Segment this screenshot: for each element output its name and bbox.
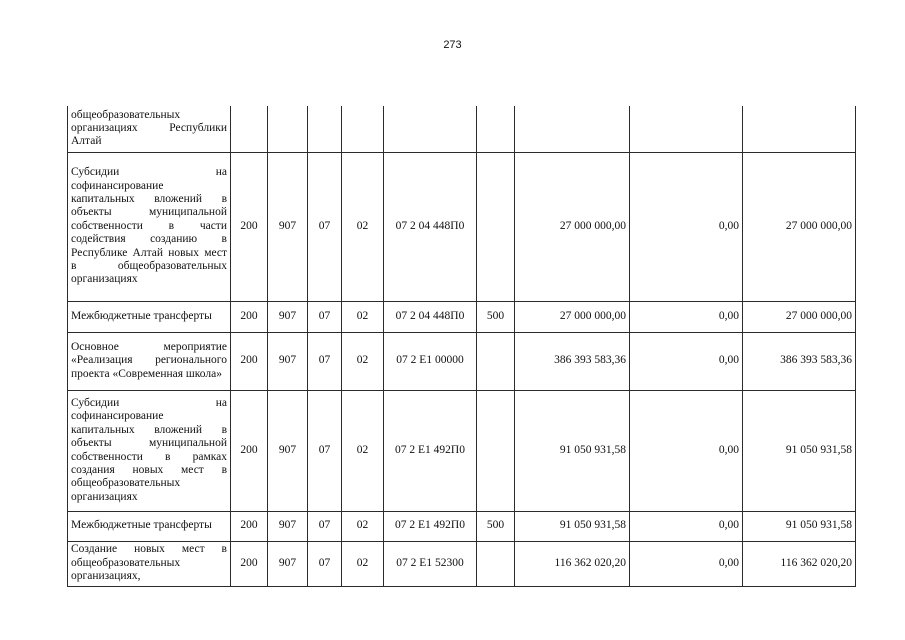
admin-code: 200 <box>231 541 268 586</box>
section-code: 07 <box>308 301 342 332</box>
row-name: Субсидии на софинансирование капитальных вложений в объекты муниципальной собственности в рамках создания новых мест в общеобразовательных организациях <box>68 390 231 511</box>
admin-code: 200 <box>231 152 268 301</box>
target-article: 07 2 E1 52300 <box>384 541 477 586</box>
expense-type <box>477 541 515 586</box>
ministry-code <box>268 106 308 152</box>
ministry-code: 907 <box>268 390 308 511</box>
admin-code: 200 <box>231 390 268 511</box>
total: 116 362 020,20 <box>743 541 856 586</box>
subsection-code: 02 <box>342 152 384 301</box>
section-code <box>308 106 342 152</box>
amount: 91 050 931,58 <box>515 390 630 511</box>
change: 0,00 <box>630 390 743 511</box>
expense-type: 500 <box>477 301 515 332</box>
total: 91 050 931,58 <box>743 390 856 511</box>
table-row <box>68 511 856 541</box>
total <box>743 106 856 152</box>
row-name: Субсидии на софинансирование капитальных вложений в объекты муниципальной собственности в части содействия созданию в Республике Алтай новых мест в общеобразовательных организациях <box>68 152 231 301</box>
total: 386 393 583,36 <box>743 332 856 390</box>
ministry-code: 907 <box>268 511 308 541</box>
table-row <box>68 390 856 511</box>
section-code: 07 <box>308 152 342 301</box>
subsection-code: 02 <box>342 332 384 390</box>
change: 0,00 <box>630 301 743 332</box>
subsection-code: 02 <box>342 511 384 541</box>
expense-type <box>477 390 515 511</box>
ministry-code: 907 <box>268 332 308 390</box>
amount <box>515 106 630 152</box>
admin-code: 200 <box>231 301 268 332</box>
table-row <box>68 106 856 152</box>
total: 27 000 000,00 <box>743 301 856 332</box>
section-code: 07 <box>308 390 342 511</box>
expense-type <box>477 332 515 390</box>
amount: 27 000 000,00 <box>515 152 630 301</box>
change <box>630 106 743 152</box>
page-number: 273 <box>443 39 462 51</box>
amount: 116 362 020,20 <box>515 541 630 586</box>
expense-type <box>477 152 515 301</box>
table-row <box>68 541 856 586</box>
subsection-code <box>342 106 384 152</box>
row-name: общеобразовательных организациях Республики Алтай <box>68 106 231 152</box>
section-code: 07 <box>308 541 342 586</box>
admin-code: 200 <box>231 332 268 390</box>
table-row <box>68 332 856 390</box>
admin-code: 200 <box>231 511 268 541</box>
section-code: 07 <box>308 511 342 541</box>
table-body <box>68 106 856 586</box>
target-article <box>384 106 477 152</box>
expense-type <box>477 106 515 152</box>
ministry-code: 907 <box>268 152 308 301</box>
row-name: Межбюджетные трансферты <box>68 301 231 332</box>
subsection-code: 02 <box>342 301 384 332</box>
target-article: 07 2 04 448П0 <box>384 301 477 332</box>
total: 27 000 000,00 <box>743 152 856 301</box>
change: 0,00 <box>630 332 743 390</box>
ministry-code: 907 <box>268 301 308 332</box>
total: 91 050 931,58 <box>743 511 856 541</box>
table-row <box>68 301 856 332</box>
change: 0,00 <box>630 511 743 541</box>
subsection-code: 02 <box>342 541 384 586</box>
amount: 27 000 000,00 <box>515 301 630 332</box>
budget-table <box>67 106 856 587</box>
row-name: Основное мероприятие «Реализация регионального проекта «Современная школа» <box>68 332 231 390</box>
target-article: 07 2 E1 492П0 <box>384 511 477 541</box>
subsection-code: 02 <box>342 390 384 511</box>
amount: 386 393 583,36 <box>515 332 630 390</box>
expense-type: 500 <box>477 511 515 541</box>
target-article: 07 2 04 448П0 <box>384 152 477 301</box>
table-row <box>68 152 856 301</box>
change: 0,00 <box>630 541 743 586</box>
change: 0,00 <box>630 152 743 301</box>
row-name: Создание новых мест в общеобразовательных организациях, <box>68 541 231 586</box>
target-article: 07 2 E1 00000 <box>384 332 477 390</box>
admin-code <box>231 106 268 152</box>
section-code: 07 <box>308 332 342 390</box>
target-article: 07 2 E1 492П0 <box>384 390 477 511</box>
ministry-code: 907 <box>268 541 308 586</box>
amount: 91 050 931,58 <box>515 511 630 541</box>
row-name: Межбюджетные трансферты <box>68 511 231 541</box>
